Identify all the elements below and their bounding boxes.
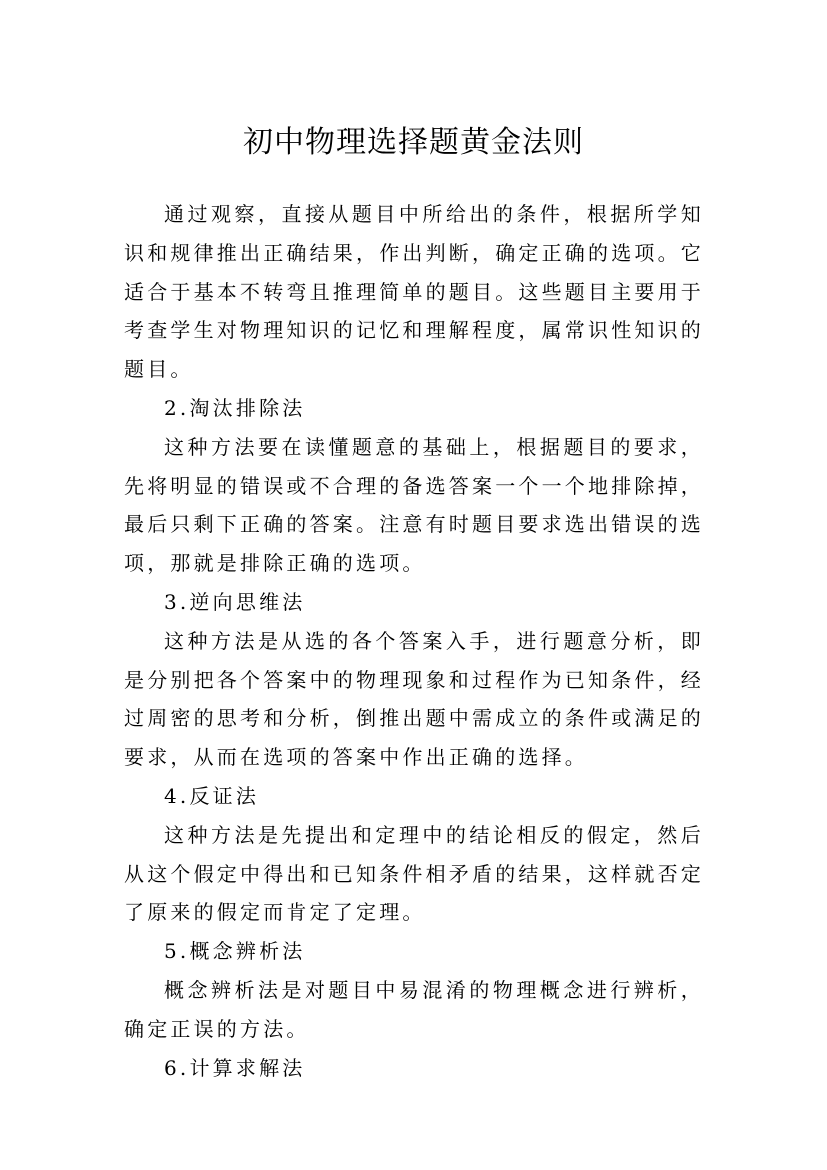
section-heading-elimination: 2.淘汰排除法 <box>164 395 306 420</box>
section-heading-concept-analysis: 5.概念辨析法 <box>164 939 306 964</box>
paragraph-concept-analysis: 概念辨析法是对题目中易混淆的物理概念进行辨析，确定正误的方法。 <box>124 977 704 1041</box>
paragraph-reverse-thinking: 这种方法是从选的各个答案入手，进行题意分析，即是分别把各个答案中的物理现象和过程作为已知条件，经过周密的思考和分析，倒推出题中需成立的条件或满足的要求，从而在选项的答案中作出正确的选择。 <box>124 628 704 770</box>
paragraph-elimination: 这种方法要在读懂题意的基础上，根据题目的要求，先将明显的错误或不合理的备选答案一个一个地排除掉，最后只剩下正确的答案。注意有时题目要求选出错误的选项，那就是排除正确的选项。 <box>124 434 704 576</box>
document-title: 初中物理选择题黄金法则 <box>243 125 584 161</box>
section-heading-calculation: 6.计算求解法 <box>164 1055 306 1080</box>
section-heading-contradiction: 4.反证法 <box>164 783 260 808</box>
paragraph-contradiction: 这种方法是先提出和定理中的结论相反的假定，然后从这个假定中得出和已知条件相矛盾的结果，这样就否定了原来的假定而肯定了定理。 <box>124 822 704 925</box>
document-body <box>124 195 704 1087</box>
paragraph-observation: 通过观察，直接从题目中所给出的条件，根据所学知识和规律推出正确结果，作出判断，确定正确的选项。它适合于基本不转弯且推理简单的题目。这些题目主要用于考查学生对物理知识的记忆和理解程度，属常识性知识的题目。 <box>124 202 704 382</box>
section-heading-reverse-thinking: 3.逆向思维法 <box>164 589 306 614</box>
